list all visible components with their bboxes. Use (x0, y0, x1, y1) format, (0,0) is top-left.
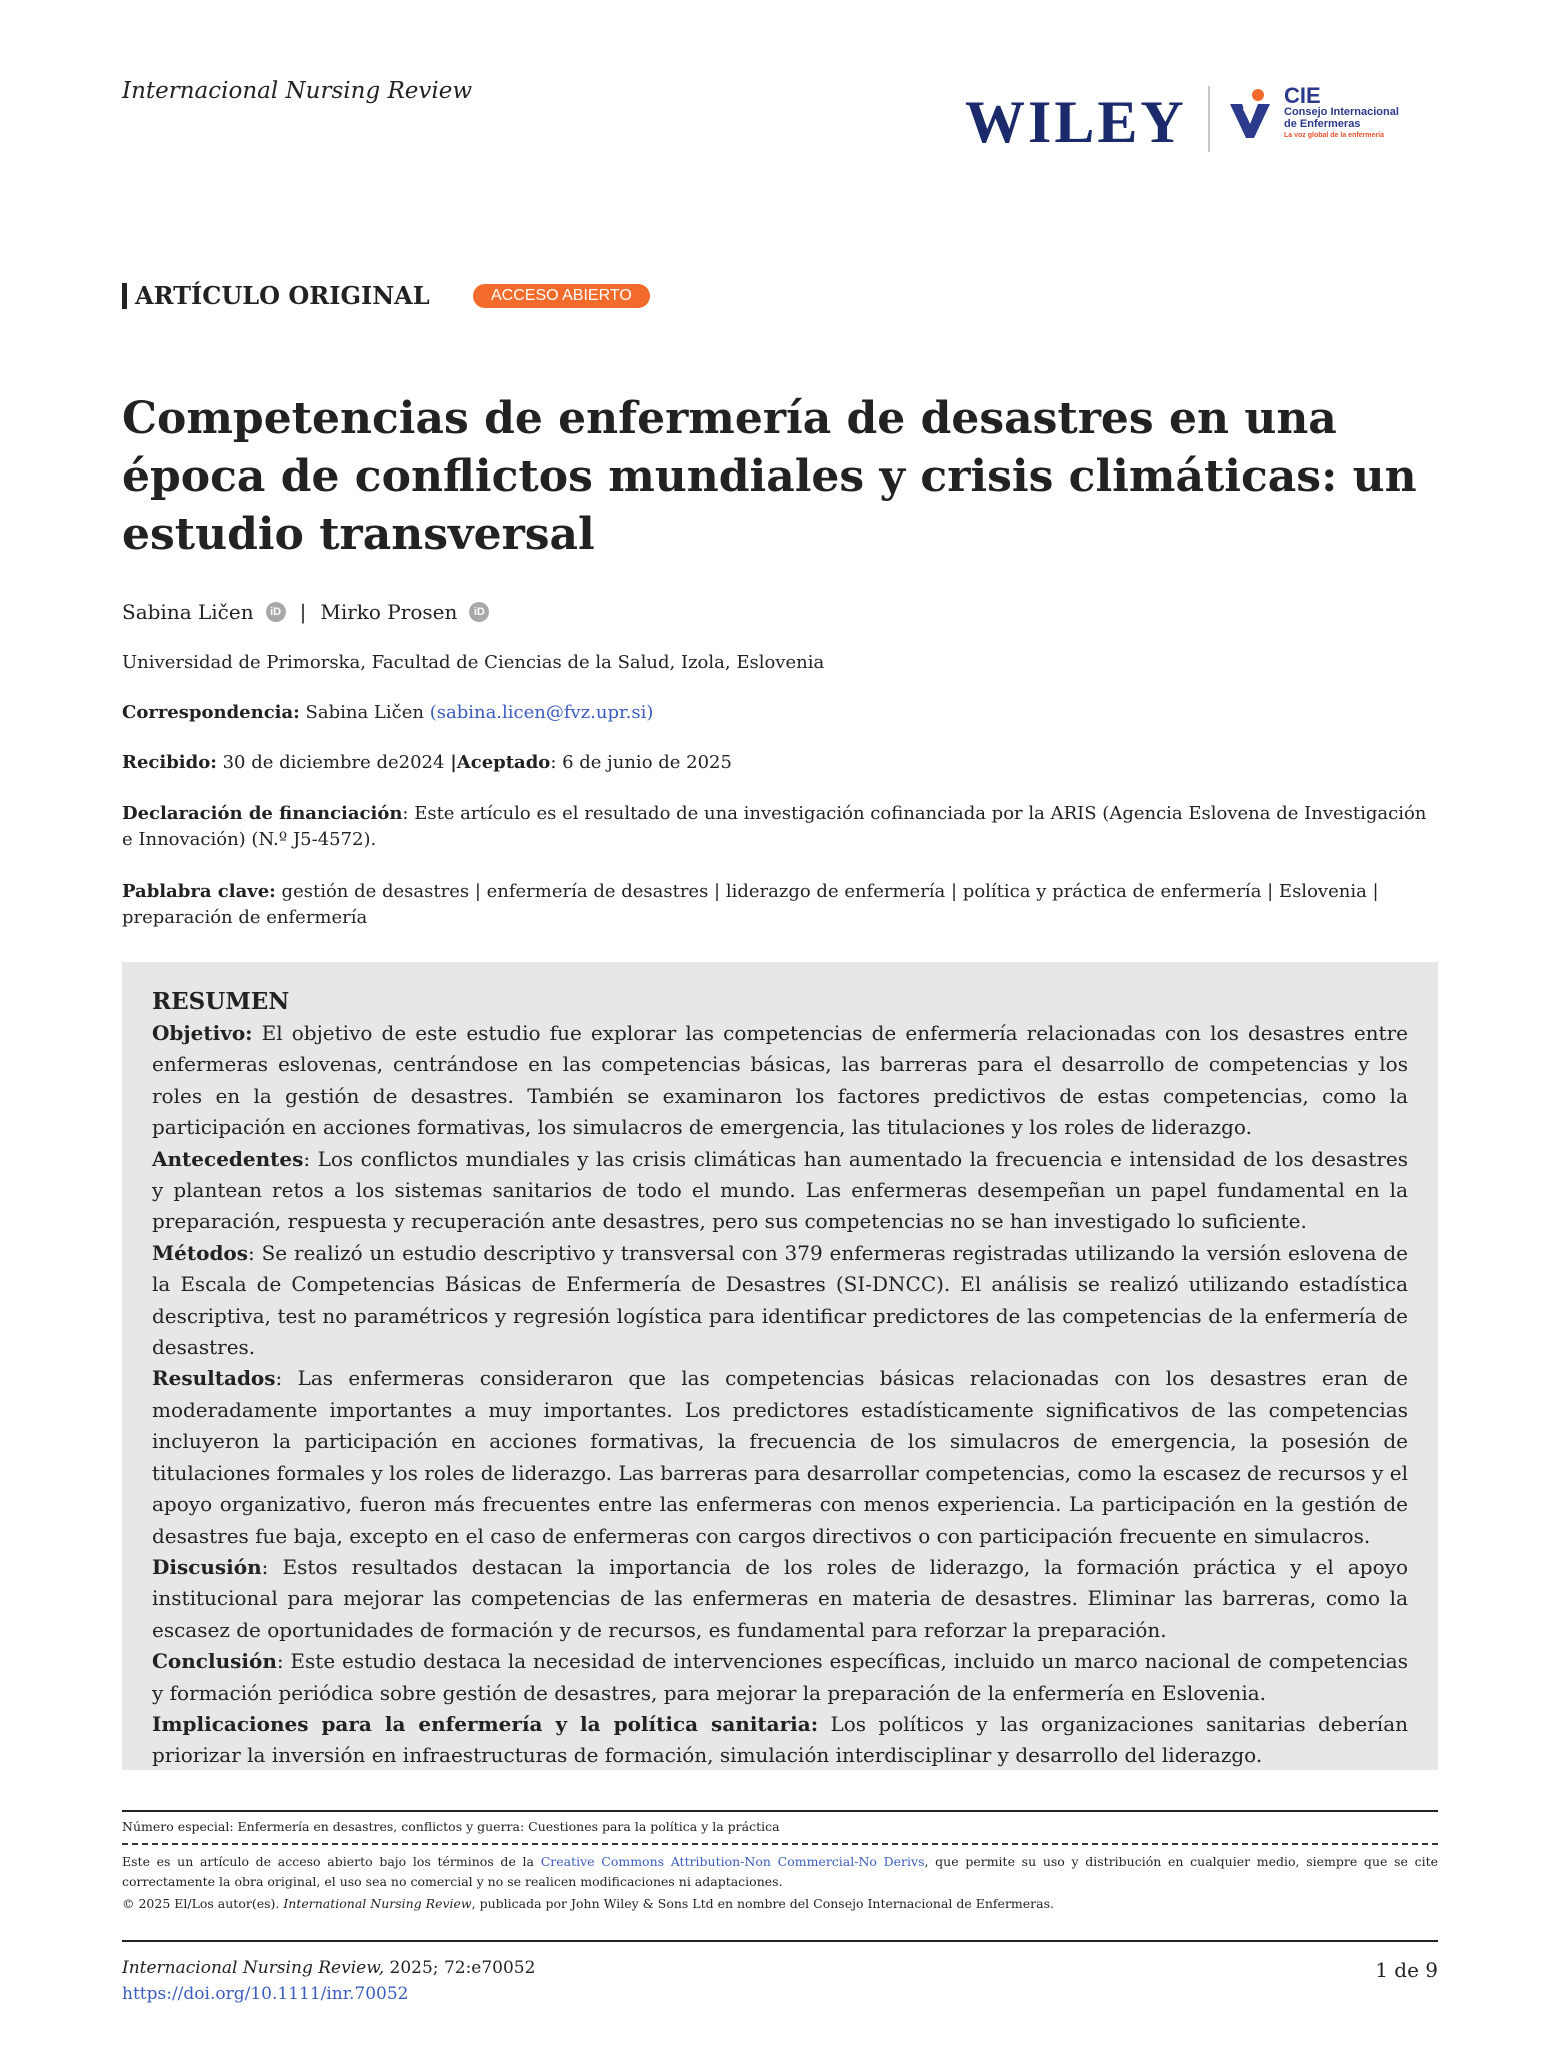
article-type: ARTÍCULO ORIGINAL (122, 283, 430, 309)
abstract-section (152, 1552, 1408, 1646)
correspondence-email-link[interactable]: (sabina.licen@fvz.upr.si) (429, 702, 654, 723)
copyright-text: © 2025 El/Los autor(es). (122, 1896, 284, 1911)
affiliation: Universidad de Primorska, Facultad de Ciencias de la Salud, Izola, Eslovenia (122, 652, 825, 673)
correspondence (122, 700, 1442, 726)
abstract-section (152, 1238, 1408, 1364)
dates-separator: | (450, 752, 457, 773)
orcid-icon[interactable]: iD (469, 602, 489, 622)
cie-logo-text (1284, 84, 1399, 140)
keywords-label: Pablabra clave: (122, 881, 276, 902)
author-separator: | (299, 600, 307, 624)
footer-rule (122, 1940, 1438, 1942)
cie-logo-icon (1228, 88, 1272, 140)
footer-journal-name: Internacional Nursing Review, (122, 1958, 385, 1978)
copyright-note (122, 1894, 1438, 1914)
journal-name: Internacional Nursing Review (122, 78, 473, 104)
abstract-section (152, 1646, 1408, 1709)
abstract-section-label: Objetivo: (152, 1021, 253, 1045)
abstract-section-text: Los políticos y las organizaciones sanitarias deberían priorizar la inversión en infraestructuras de formación, simulación interdisciplinar y desarrollo del liderazgo. (152, 1711, 1408, 1768)
abstract-section-text: : Estos resultados destacan la importancia de los roles de liderazgo, la formación práctica y el apoyo institucional para mejorar las competencias de las enfermeras en materia de desastres. Eliminar las barreras, como la escasez de oportunidades de formación y de recursos, es fundamental para reforzar la preparación. (152, 1554, 1408, 1642)
footnote-rule (122, 1810, 1438, 1812)
keywords-text: gestión de desastres | enfermería de desastres | liderazgo de enfermería | política y práctica de enfermería | Eslovenia | preparación de enfermería (122, 881, 1379, 928)
dates (122, 750, 1442, 776)
keywords (122, 879, 1442, 931)
author-name[interactable]: Sabina Ličen (122, 600, 254, 624)
cie-tagline: La voz global de la enfermería (1284, 132, 1384, 140)
correspondence-label: Correspondencia: (122, 702, 300, 723)
abstract (152, 986, 1408, 1772)
page-number: 1 de 9 (1375, 1958, 1438, 1982)
abstract-section-label: Implicaciones para la enfermería y la política sanitaria: (152, 1711, 819, 1736)
cie-abbr: CIE (1284, 83, 1321, 108)
abstract-section-text: : Este estudio destaca la necesidad de intervenciones específicas, incluido un marco nacional de competencias y formación periódica sobre gestión de desastres, para mejorar la preparación de la enfermería en Eslovenia. (152, 1649, 1408, 1705)
abstract-section-label: Métodos (152, 1240, 249, 1265)
accepted-date: : 6 de junio de 2025 (550, 752, 732, 773)
footnote-dashed-rule (122, 1843, 1438, 1845)
logo-divider (1208, 86, 1210, 152)
abstract-section (152, 1709, 1408, 1772)
orcid-icon[interactable]: iD (266, 602, 286, 622)
author-list (122, 600, 499, 624)
abstract-section-label: Antecedentes (152, 1146, 304, 1171)
license-text: Este es un artículo de acceso abierto bajo los términos de la (122, 1854, 541, 1869)
special-issue-note: Número especial: Enfermería en desastres, conflictos y guerra: Cuestiones para la política y la práctica (122, 1819, 780, 1834)
abstract-section-label: Discusión (152, 1554, 262, 1579)
footer-citation (122, 1958, 535, 1978)
author-name[interactable]: Mirko Prosen (320, 600, 458, 624)
license-note (122, 1852, 1438, 1892)
funding-label: Declaración de financiación (122, 803, 403, 824)
abstract-section-text: : Los conflictos mundiales y las crisis climáticas han aumentado la frecuencia e intensidad de los desastres y plantean retos a los sistemas sanitarios de todo el mundo. Las enfermeras desempeñan un papel fundamental en la preparación, respuesta y recuperación ante desastres, pero sus competencias no se han investigado lo suficiente. (152, 1146, 1408, 1234)
footer-volume: 2025; 72:e70052 (384, 1958, 536, 1978)
accepted-label: Aceptado (456, 752, 551, 773)
correspondence-name: Sabina Ličen (305, 702, 424, 723)
abstract-section (152, 1363, 1408, 1551)
cie-full-name-2: de Enfermeras (1284, 117, 1361, 130)
funding-text: : Este artículo es el resultado de una investigación cofinanciada por la ARIS (Agencia Eslovena de Investigación e Innovación) (N.º J5-4572). (122, 803, 1427, 850)
copyright-journal: International Nursing Review (283, 1896, 472, 1911)
funding-statement (122, 801, 1442, 853)
cie-full-name-1: Consejo Internacional (1284, 106, 1399, 119)
wiley-logo: WILEY (965, 89, 1187, 155)
license-text: , que permite su uso y distribución en cualquier medio, siempre que se cite correctamente la obra original, el uso sea no comercial y no se realicen modificaciones ni adaptaciones. (122, 1854, 1439, 1889)
abstract-section (152, 1144, 1408, 1238)
abstract-heading: RESUMEN (152, 988, 290, 1015)
abstract-section-text: : Se realizó un estudio descriptivo y transversal con 379 enfermeras registradas utilizando la versión eslovena de la Escala de Competencias Básicas de Enfermería de Desastres (SI-DNCC). El análisis se realizó utilizando estadística descriptiva, test no paramétricos y regresión logística para identificar predictores de las competencias de la enfermería de desastres. (152, 1240, 1408, 1360)
abstract-section (152, 1018, 1408, 1144)
doi-link[interactable]: https://doi.org/10.1111/inr.70052 (122, 1984, 409, 2004)
abstract-section-text: : Las enfermeras consideraron que las competencias básicas relacionadas con los desastres eran de moderadamente importantes a muy importantes. Los predictores estadísticamente significativos de las competencias incluyeron la participación en acciones formativas, la frecuencia de los simulacros de emergencia, la posesión de titulaciones formales y los roles de liderazgo. Las barreras para desarrollar competencias, como la escasez de recursos y el apoyo organizativo, fueron más frecuentes entre las enfermeras con menos experiencia. La participación en la gestión de desastres fue baja, excepto en el caso de enfermeras con cargos directivos o con participación frecuente en simulacros. (152, 1366, 1408, 1548)
license-link[interactable]: Creative Commons Attribution-Non Commercial-No Derivs (540, 1854, 925, 1869)
received-label: Recibido: (122, 752, 217, 773)
abstract-section-label: Resultados (152, 1366, 276, 1391)
received-date: 30 de diciembre de2024 (222, 752, 445, 773)
abstract-section-text: El objetivo de este estudio fue explorar las competencias de enfermería relacionadas con los desastres entre enfermeras eslovenas, centrándose en las competencias básicas, las barreras para el desarrollo de competencias y los roles en la gestión de desastres. También se examinaron los factores predictivos de estas competencias, como la participación en acciones formativas, los simulacros de emergencia, las titulaciones y los roles de liderazgo. (152, 1021, 1408, 1140)
open-access-badge: ACCESO ABIERTO (473, 284, 650, 308)
abstract-section-label: Conclusión (152, 1649, 277, 1674)
article-title: Competencias de enfermería de desastres en una época de conflictos mundiales y crisis climáticas: un estudio transversal (122, 393, 1417, 560)
copyright-text: , publicada por John Wiley & Sons Ltd en nombre del Consejo Internacional de Enfermeras. (471, 1896, 1054, 1911)
